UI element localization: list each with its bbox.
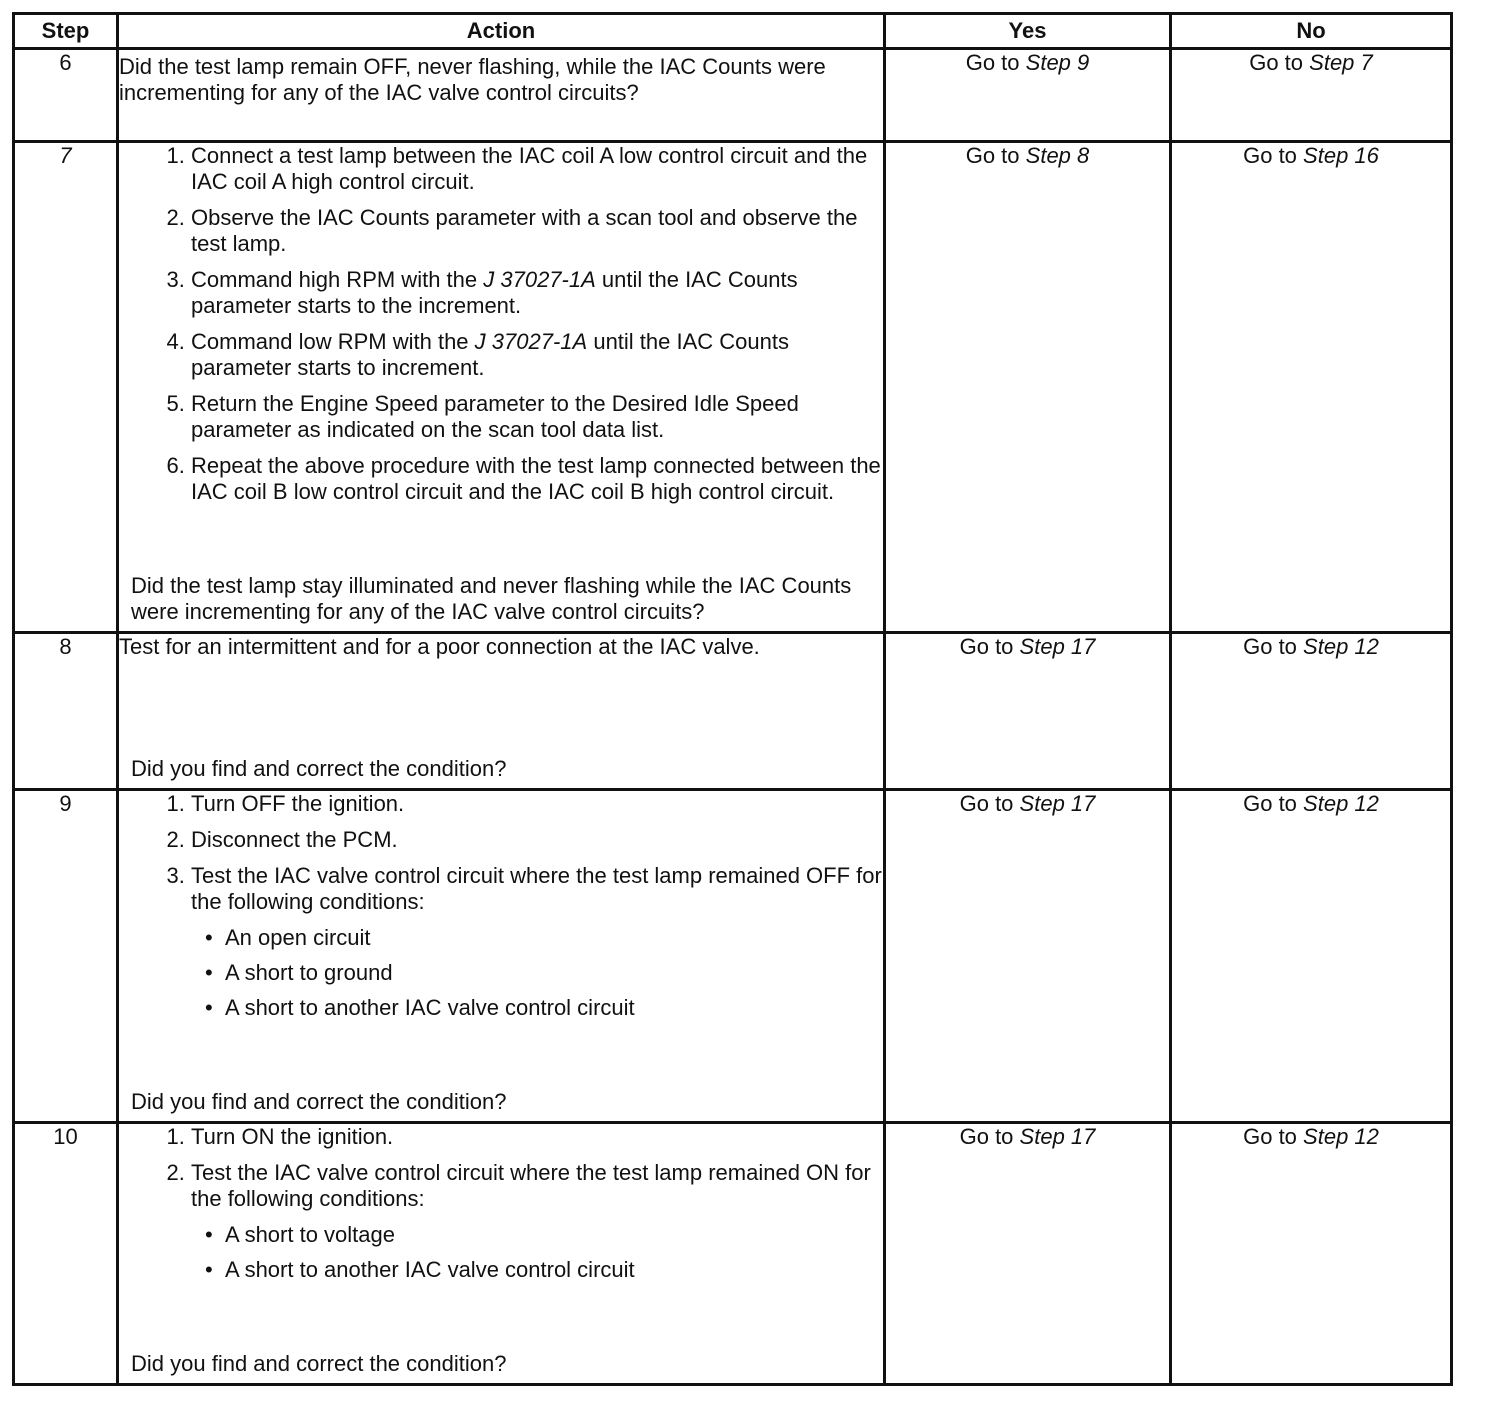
yes-cell [885, 633, 1171, 790]
goto-prefix: Go to [1243, 1124, 1297, 1149]
action-step-item: 3. Command high RPM with the J 37027-1A until the IAC Counts parameter starts to the increment. [191, 267, 883, 319]
step-number: 6 [14, 49, 118, 142]
action-step-item: 4. Command low RPM with the J 37027-1A until the IAC Counts parameter starts to increment. [191, 329, 883, 381]
goto-yes-link[interactable]: Step 8 [1025, 143, 1090, 168]
action-step-item: 2. Test the IAC valve control circuit where the test lamp remained ON for the following conditions: • A short to voltage • A short to another IAC valve control circuit [191, 1160, 883, 1283]
action-steps [147, 791, 883, 1021]
action-step-item: 6. Repeat the above procedure with the test lamp connected between the IAC coil B low control circuit and the IAC coil B high control circuit. [191, 453, 883, 505]
goto-no-link[interactable]: Step 12 [1303, 634, 1379, 659]
goto-prefix: Go to [1243, 634, 1297, 659]
table-row-step-9 [14, 790, 1452, 1123]
action-step-item: 2. Observe the IAC Counts parameter with a scan tool and observe the test lamp. [191, 205, 883, 257]
condition-item: • A short to ground [225, 960, 883, 986]
header-row [14, 14, 1452, 49]
no-cell [1171, 790, 1452, 1123]
question-text: Did you find and correct the condition? [131, 1351, 507, 1376]
table-row-step-6 [14, 49, 1452, 142]
goto-prefix: Go to [1243, 791, 1297, 816]
action-step-item: 1. Turn ON the ignition. [191, 1124, 883, 1150]
action-step-item: 3. Test the IAC valve control circuit where the test lamp remained OFF for the following conditions: • An open circuit • A short to ground • A short to another IAC valve control circuit [191, 863, 883, 1021]
goto-prefix: Go to [959, 791, 1014, 816]
no-cell [1171, 49, 1452, 142]
no-cell [1171, 142, 1452, 633]
step-number: 7 [14, 142, 118, 633]
action-cell [118, 633, 885, 790]
no-cell [1171, 633, 1452, 790]
goto-no-link[interactable]: Step 12 [1303, 1124, 1379, 1149]
header-no: No [1171, 14, 1452, 49]
action-step-item: 1. Turn OFF the ignition. [191, 791, 883, 817]
yes-cell [885, 790, 1171, 1123]
tool-reference: J 37027-1A [474, 329, 588, 354]
goto-prefix: Go to [965, 50, 1020, 75]
condition-list [191, 1222, 883, 1283]
action-cell [118, 142, 885, 633]
header-action: Action [118, 14, 885, 49]
goto-yes-link[interactable]: Step 17 [1019, 791, 1096, 816]
yes-cell [885, 142, 1171, 633]
tool-reference: J 37027-1A [483, 267, 596, 292]
question-text: Did the test lamp stay illuminated and never flashing while the IAC Counts were incrementing for any of the IAC valve control circuits? [131, 573, 852, 624]
action-cell [118, 49, 885, 142]
goto-prefix: Go to [959, 634, 1014, 659]
action-cell [118, 790, 885, 1123]
step-number: 9 [14, 790, 118, 1123]
diagnostic-table [12, 12, 1453, 1386]
action-step-item: 5. Return the Engine Speed parameter to the Desired Idle Speed parameter as indicated on the scan tool data list. [191, 391, 883, 443]
action-steps [147, 1124, 883, 1283]
no-cell [1171, 1123, 1452, 1385]
action-step-item: 1. Connect a test lamp between the IAC coil A low control circuit and the IAC coil A high control circuit. [191, 143, 883, 195]
step-number: 8 [14, 633, 118, 790]
action-steps [147, 143, 883, 505]
action-text: Test for an intermittent and for a poor connection at the IAC valve. [119, 634, 760, 659]
step-number: 10 [14, 1123, 118, 1385]
goto-no-link[interactable]: Step 7 [1309, 50, 1373, 75]
condition-list [191, 925, 883, 1021]
condition-item: • A short to another IAC valve control circuit [225, 995, 883, 1021]
goto-prefix: Go to [965, 143, 1020, 168]
action-step-item: 2. Disconnect the PCM. [191, 827, 883, 853]
table-row-step-10 [14, 1123, 1452, 1385]
header-step: Step [14, 14, 118, 49]
condition-item: • A short to another IAC valve control circuit [225, 1257, 883, 1283]
goto-no-link[interactable]: Step 16 [1303, 143, 1379, 168]
question-text: Did you find and correct the condition? [131, 1089, 507, 1114]
yes-cell [885, 49, 1171, 142]
question-text: Did the test lamp remain OFF, never flashing, while the IAC Counts were incrementing for any of the IAC valve control circuits? [119, 54, 826, 105]
goto-no-link[interactable]: Step 12 [1303, 791, 1379, 816]
goto-yes-link[interactable]: Step 9 [1025, 50, 1090, 75]
action-cell [118, 1123, 885, 1385]
yes-cell [885, 1123, 1171, 1385]
goto-yes-link[interactable]: Step 17 [1019, 1124, 1096, 1149]
header-yes: Yes [885, 14, 1171, 49]
goto-yes-link[interactable]: Step 17 [1019, 634, 1096, 659]
condition-item: • A short to voltage [225, 1222, 883, 1248]
goto-prefix: Go to [959, 1124, 1014, 1149]
goto-prefix: Go to [1243, 143, 1297, 168]
table-row-step-7 [14, 142, 1452, 633]
condition-item: • An open circuit [225, 925, 883, 951]
goto-prefix: Go to [1249, 50, 1304, 75]
question-text: Did you find and correct the condition? [131, 756, 507, 781]
table-row-step-8 [14, 633, 1452, 790]
